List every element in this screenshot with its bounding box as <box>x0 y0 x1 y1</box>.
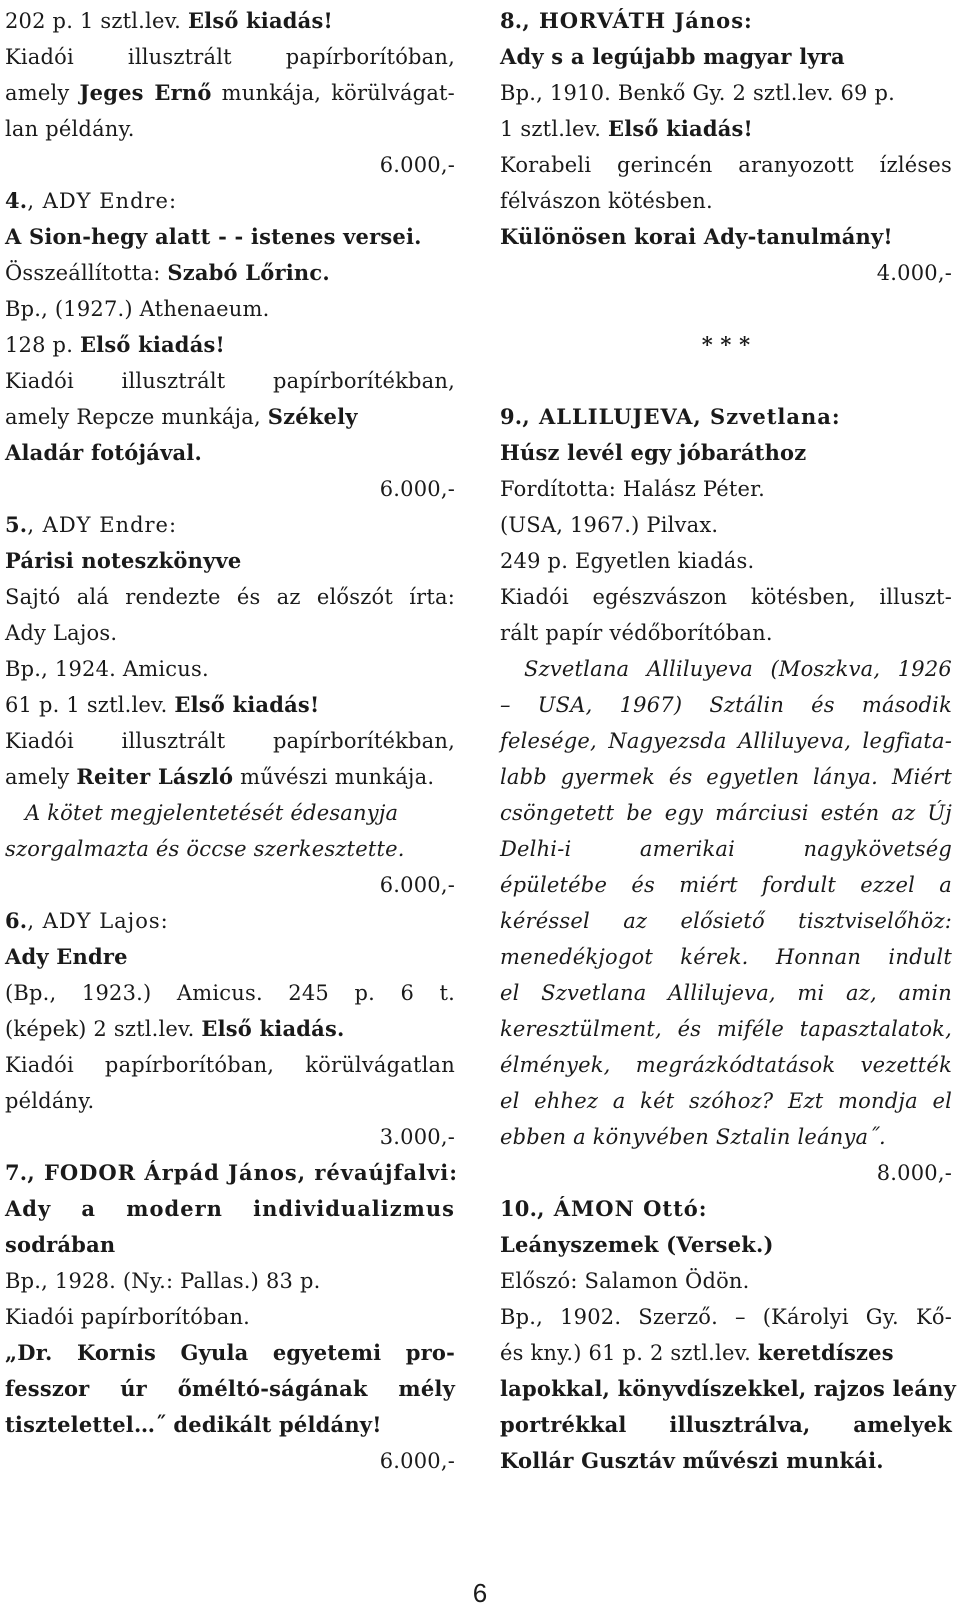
price: 8.000,- <box>876 1161 952 1185</box>
entry-9-note: ebben a könyvében Sztalin leánya˝. <box>500 1125 886 1149</box>
entry-9-note: kéréssel az elősiető tisztviselőhöz: <box>500 909 952 933</box>
price: 3.000,- <box>379 1125 455 1149</box>
entry-9-note: labb gyermek és egyetlen lánya. Miért <box>500 765 952 789</box>
entry-8-heading <box>500 3 952 39</box>
entry-6-publication: (Bp., 1923.) Amicus. 245 p. 6 t. <box>5 981 455 1005</box>
first-edition-label: Első kiadás! <box>187 8 333 33</box>
entry-8-binding: félvászon kötésben. <box>500 189 713 213</box>
entry-7-publication: Bp., 1928. (Ny.: Pallas.) 83 p. <box>5 1269 321 1293</box>
entry-9-note: Szvetlana Alliluyeva (Moszkva, 1926 <box>524 657 952 681</box>
price: 6.000,- <box>379 1449 455 1473</box>
entry-5-note: szorgalmazta és öccse szerkesztette. <box>5 837 405 861</box>
entry-4-binding: Aladár fotójával. <box>5 440 202 465</box>
entry-author: , ADY Endre: <box>27 513 178 537</box>
entry-9-note: – USA, 1967) Sztálin és második <box>500 693 952 717</box>
entry-8-pages: 1 sztl.lev. Első kiadás! <box>500 116 753 141</box>
entry-7-heading <box>5 1155 458 1191</box>
entry-8-note: Különösen korai Ady-tanulmány! <box>500 224 893 249</box>
entry-author: , HORVÁTH János: <box>522 8 753 33</box>
entry-5-editor: Sajtó alá rendezte és az előszót írta: <box>5 585 455 609</box>
entry-author: , ADY Lajos: <box>27 909 169 933</box>
entry-10-pages: és kny.) 61 p. 2 sztl.lev. keretdíszes <box>500 1340 894 1365</box>
entry-7-dedication: fesszor úr őméltó-ságának mély <box>5 1376 455 1401</box>
entry-4-heading <box>5 183 455 219</box>
entry-9-binding: rált papír védőborítóban. <box>500 621 773 645</box>
entry-6-heading <box>5 903 455 939</box>
entry-9-note: csöngetett be egy márciusi estén az Új <box>500 801 952 825</box>
entry-7-dedication: „Dr. Kornis Gyula egyetemi pro- <box>5 1340 455 1365</box>
artist-name: Jeges Ernő <box>79 80 212 105</box>
entry-number: 9. <box>500 404 523 429</box>
entry-7-binding: Kiadói papírborítóban. <box>5 1305 251 1329</box>
first-edition-label: Első kiadás! <box>174 692 320 717</box>
entry-4-editor: Összeállította: Szabó Lőrinc. <box>5 260 330 285</box>
entry-9-title: Húsz levél egy jóbaráthoz <box>500 440 807 465</box>
entry-5-note: A kötet megjelentetését édesanyja <box>25 801 399 825</box>
entry-9-note: el Szvetlana Allilujeva, mi az, amin <box>500 981 952 1005</box>
entry-number: 8. <box>500 8 523 33</box>
entry-5-heading <box>5 507 455 543</box>
entry-9-note: menedékjogot kérek. Honnan indult <box>500 945 952 969</box>
entry-author: , ÁMON Ottó: <box>537 1196 708 1221</box>
entry-9-publication: (USA, 1967.) Pilvax. <box>500 513 719 537</box>
entry-9-note: el ehhez a két szóhoz? Ezt mondja el <box>500 1089 952 1113</box>
first-edition-label: Első kiadás! <box>607 116 753 141</box>
entry-10-publication: Bp., 1902. Szerző. – (Károlyi Gy. Kő- <box>500 1305 952 1329</box>
entry-8-title: Ady s a legújabb magyar lyra <box>500 44 845 69</box>
entry-9-note: keresztülment, és miféle tapasztalatok, <box>500 1017 952 1041</box>
entry-4-binding: amely Repcze munkája, Székely <box>5 404 358 429</box>
entry-6-title: Ady Endre <box>5 944 128 969</box>
entry-5-title: Párisi noteszkönyve <box>5 548 242 573</box>
entry-8-binding: Korabeli gerincén aranyozott ízléses <box>500 153 952 177</box>
entry-number: 6. <box>5 908 28 933</box>
page-number: 6 <box>472 1578 488 1608</box>
entry-9-pages: 249 p. Egyetlen kiadás. <box>500 549 755 573</box>
price: 6.000,- <box>379 873 455 897</box>
first-edition-label: Első kiadás. <box>201 1016 345 1041</box>
pagination-text: 202 p. 1 sztl.lev. <box>5 9 188 33</box>
entry-author: , FODOR Árpád János, révaújfalvi: <box>27 1160 458 1185</box>
entry-7-title: sodrában <box>5 1232 116 1257</box>
entry-8-publication: Bp., 1910. Benkő Gy. 2 sztl.lev. 69 p. <box>500 81 896 105</box>
entry-7-dedication: tisztelettel…˝ dedikált példány! <box>5 1412 382 1437</box>
entry-9-translator: Fordította: Halász Péter. <box>500 477 765 501</box>
entry-5-publication: Bp., 1924. Amicus. <box>5 657 209 681</box>
entry-7-title: Ady a modern individualizmus <box>5 1196 455 1221</box>
entry-9-note: Delhi-i amerikai nagykövetség <box>500 837 952 861</box>
entry-4-binding: Kiadói illusztrált papírborítékban, <box>5 369 455 393</box>
entry-9-binding: Kiadói egészvászon kötésben, illuszt- <box>500 585 952 609</box>
entry-4-title: A Sion-hegy alatt - - istenes versei. <box>5 224 422 249</box>
entry-number: 4. <box>5 188 28 213</box>
entry-6-pages: (képek) 2 sztl.lev. Első kiadás. <box>5 1016 345 1041</box>
binding-text: amely Jeges Ernő munkája, körülvágat- <box>5 80 455 105</box>
entry-10-description: portrékkal illusztrálva, amelyek <box>500 1412 952 1437</box>
first-edition-label: Első kiadás! <box>79 332 225 357</box>
entry-author: , ALLILUJEVA, Szvetlana: <box>522 404 841 429</box>
entry-9-note: élmények, megrázkódtatások vezették <box>500 1053 952 1077</box>
entry-author: , ADY Endre: <box>27 189 178 213</box>
entry-5-binding: Kiadói illusztrált papírborítékban, <box>5 729 455 753</box>
entry-10-description: lapokkal, könyvdíszekkel, rajzos leány <box>500 1376 956 1401</box>
price: 6.000,- <box>379 153 455 177</box>
entry-5-binding: amely Reiter László művészi munkája. <box>5 764 435 789</box>
entry-10-title: Leányszemek (Versek.) <box>500 1232 774 1257</box>
entry-4-pages: 128 p. Első kiadás! <box>5 332 225 357</box>
binding-text: Kiadói illusztrált papírborítóban, <box>5 45 455 69</box>
entry-number: 10. <box>500 1196 538 1221</box>
entry-5-pages: 61 p. 1 sztl.lev. Első kiadás! <box>5 692 320 717</box>
binding-text: lan példány. <box>5 117 135 141</box>
price: 4.000,- <box>876 261 952 285</box>
entry-9-note: épületébe és miért fordult ezzel a <box>500 873 952 897</box>
entry-3-tail-line <box>5 3 455 39</box>
entry-4-publication: Bp., (1927.) Athenaeum. <box>5 297 270 321</box>
entry-number: 7. <box>5 1160 28 1185</box>
entry-6-binding: példány. <box>5 1089 95 1113</box>
entry-10-heading <box>500 1191 952 1227</box>
entry-number: 5. <box>5 512 28 537</box>
section-separator: * * * <box>701 332 751 357</box>
entry-9-note: felesége, Nagyezsda Alliluyeva, legfiata- <box>500 729 952 753</box>
entry-10-preface: Előszó: Salamon Ödön. <box>500 1269 750 1293</box>
entry-9-heading <box>500 399 952 435</box>
price: 6.000,- <box>379 477 455 501</box>
entry-5-editor: Ady Lajos. <box>5 621 118 645</box>
entry-6-binding: Kiadói papírborítóban, körülvágatlan <box>5 1053 455 1077</box>
entry-10-description: Kollár Gusztáv művészi munkái. <box>500 1448 884 1473</box>
